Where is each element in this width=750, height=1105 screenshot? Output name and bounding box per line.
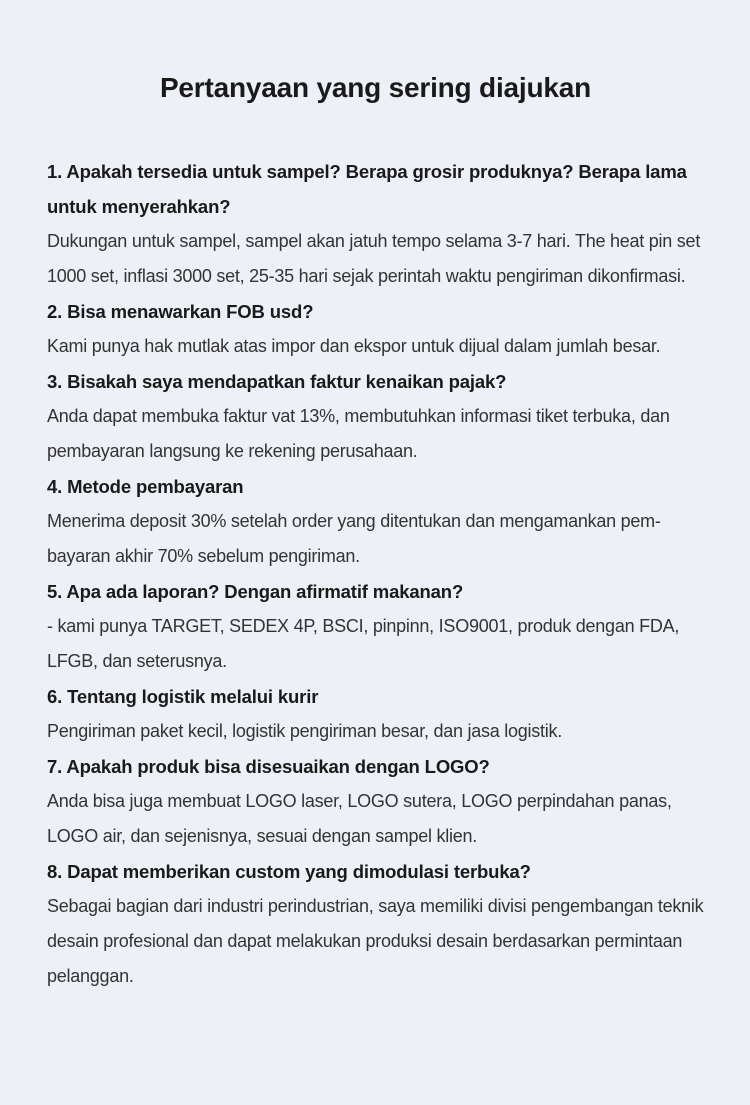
faq-item <box>47 294 704 364</box>
faq-item <box>47 854 704 994</box>
faq-answer: Sebagai bagian dari industri perindustrian, saya memiliki divisi pengembangan teknik desain profesional dan dapat melakukan produksi desain berdasarkan permintaan pelanggan. <box>47 896 704 986</box>
faq-answer: Anda bisa juga membuat LOGO laser, LOGO sutera, LOGO perpindahan panas, LOGO air, dan sejenisnya, sesuai dengan sampel klien. <box>47 791 672 846</box>
faq-answer: Kami punya hak mutlak atas impor dan ekspor untuk dijual dalam jumlah besar. <box>47 336 661 356</box>
faq-item <box>47 469 704 574</box>
faq-item <box>47 364 704 469</box>
faq-question: 4. Metode pembayaran <box>47 476 244 497</box>
faq-question: 3. Bisakah saya mendapatkan faktur kenaikan pajak? <box>47 371 507 392</box>
faq-item <box>47 679 704 749</box>
faq-item <box>47 749 704 854</box>
faq-question: 6. Tentang logistik melalui kurir <box>47 686 319 707</box>
faq-item <box>47 154 704 294</box>
faq-question: 1. Apakah tersedia untuk sampel? Berapa grosir produknya? Berapa lama untuk menyerahkan? <box>47 161 687 217</box>
faq-question: 8. Dapat memberikan custom yang dimodulasi terbuka? <box>47 861 531 882</box>
faq-question: 2. Bisa menawarkan FOB usd? <box>47 301 314 322</box>
faq-answer: Dukungan untuk sampel, sampel akan jatuh tempo selama 3-7 hari. The heat pin set 1000 set, inflasi 3000 set, 25-35 hari sejak perintah waktu pengiriman dikonfirmasi. <box>47 231 701 286</box>
faq-answer: Anda dapat membuka faktur vat 13%, membutuhkan informasi tiket terbuka, dan pembayaran langsung ke rekening perusahaan. <box>47 406 670 461</box>
faq-answer: Menerima deposit 30% setelah order yang ditentukan dan mengamankan pem-bayaran akhir 70% sebelum pengiriman. <box>47 511 661 566</box>
faq-answer: - kami punya TARGET, SEDEX 4P, BSCI, pinpinn, ISO9001, produk dengan FDA, LFGB, dan seterusnya. <box>47 616 680 671</box>
faq-answer: Pengiriman paket kecil, logistik pengiriman besar, dan jasa logistik. <box>47 721 563 741</box>
faq-list <box>47 154 704 994</box>
faq-question: 5. Apa ada laporan? Dengan afirmatif makanan? <box>47 581 464 602</box>
faq-item <box>47 574 704 679</box>
page-title: Pertanyaan yang sering diajukan <box>159 72 592 103</box>
faq-question: 7. Apakah produk bisa disesuaikan dengan LOGO? <box>47 756 490 777</box>
